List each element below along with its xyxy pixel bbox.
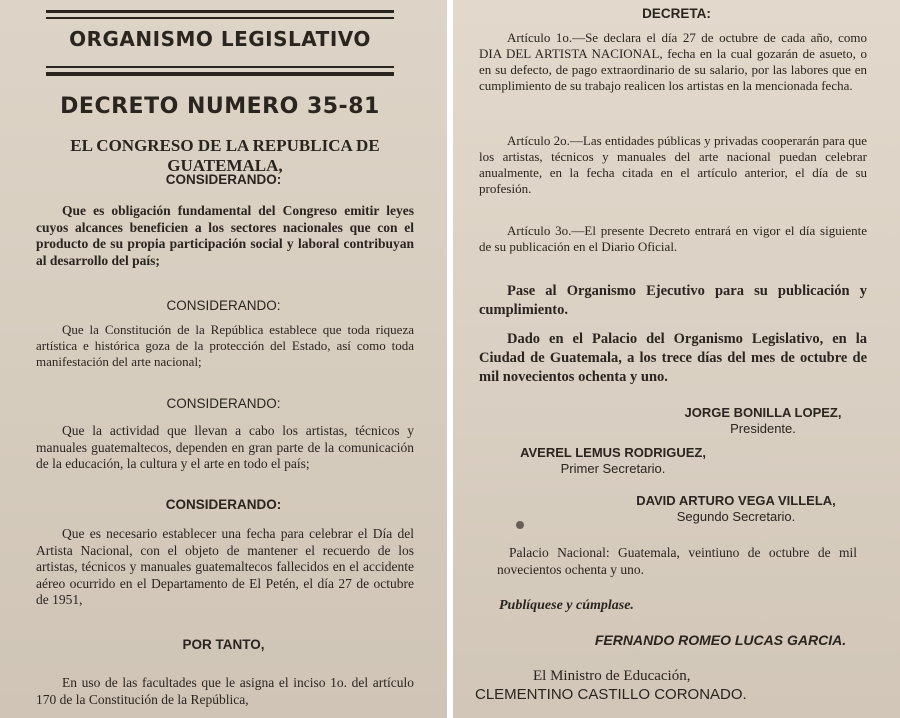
top-rule-thin [46, 17, 394, 19]
top-rule [46, 10, 394, 13]
left-page [0, 0, 447, 718]
bottom-rule [46, 72, 394, 76]
pase-paragraph: Pase al Organismo Ejecutivo para su publicación y cumplimiento. [479, 283, 867, 318]
considerando-heading-3: CONSIDERANDO: [166, 396, 281, 411]
decreta-heading: DECRETA: [642, 6, 711, 21]
decree-number: DECRETO NUMERO 35-81 [60, 94, 380, 119]
palacio-line: Palacio Nacional: Guatemala, veintiuno de octubre de mil novecientos ochenta y uno. [497, 545, 857, 577]
publiquese-line: Publíquese y cúmplase. [499, 598, 634, 613]
signature-role: Presidente. [730, 421, 796, 436]
signature-second-secretary [601, 493, 871, 525]
considerando-paragraph-2: Que la Constitución de la República establece que toda riqueza artística e histórica goza de la protección del Estado, así como toda manifestación del arte nacional; [36, 322, 414, 369]
signature-role: Segundo Secretario. [676, 509, 796, 524]
signature-name: JORGE BONILLA LOPEZ, [684, 405, 842, 420]
por-tanto-heading: POR TANTO, [182, 637, 265, 652]
signature-name: DAVID ARTURO VEGA VILLELA, [636, 493, 836, 508]
minister-title: El Ministro de Educación, [533, 668, 691, 684]
bottom-rule-thin [46, 66, 394, 68]
articulo-1: Artículo 1o.—Se declara el día 27 de octubre de cada año, como DIA DEL ARTISTA NACIONAL, fecha en la cual gozarán de asueto, o en su defecto, de pago extraordinario de su salario, por las labores que en cumplimiento de su trabajo realicen los artistas en la mencionada fecha. [479, 30, 867, 93]
congress-heading: EL CONGRESO DE LA REPUBLICA DE GUATEMALA, [70, 136, 380, 175]
articulo-2: Artículo 2o.—Las entidades públicas y privadas cooperarán para que los artistas, técnicos y manuales del arte nacional puedan celebrar anualmente, en la fecha citada en el artículo anterior, el día de su profesión. [479, 133, 867, 196]
president-name: FERNANDO ROMEO LUCAS GARCIA. [594, 632, 847, 648]
signature-president-congress [653, 405, 873, 437]
articulo-3: Artículo 3o.—El presente Decreto entrará en vigor el día siguiente de su publicación en el Diario Oficial. [479, 223, 867, 254]
right-page [453, 0, 900, 718]
minister-name: CLEMENTINO CASTILLO CORONADO. [475, 686, 747, 703]
por-tanto-paragraph: En uso de las facultades que le asigna el inciso 1o. del artículo 170 de la Constitución de la República, [36, 675, 414, 707]
masthead-title: ORGANISMO LEGISLATIVO [69, 27, 371, 51]
signature-name: AVEREL LEMUS RODRIGUEZ, [520, 445, 706, 460]
considerando-paragraph-4: Que es necesario establecer una fecha para celebrar el Día del Artista Nacional, con el objeto de mantener el recuerdo de los artistas, técnicos y manuales guatemaltecos fallecidos en el accidente aéreo ocurrido en el Departamento de El Petén, el día 27 de octubre de 1951, [36, 526, 414, 607]
dado-paragraph: Dado en el Palacio del Organismo Legislativo, en la Ciudad de Guatemala, a los trece días del mes de octubre de mil novecientos ochenta y uno. [479, 331, 867, 385]
ink-spot [516, 521, 524, 529]
considerando-heading-1: CONSIDERANDO: [165, 172, 282, 187]
considerando-heading-4: CONSIDERANDO: [165, 497, 282, 512]
considerando-heading-2: CONSIDERANDO: [166, 298, 281, 313]
considerando-paragraph-1: Que es obligación fundamental del Congreso emitir leyes cuyos alcances beneficien a los sectores nacionales que con el producto de su propia participación social y laboral contribuyan al desarrollo del país; [36, 203, 414, 268]
considerando-paragraph-3: Que la actividad que llevan a cabo los artistas, técnicos y manuales guatemaltecos, dependen en gran parte de la comunicación de la educación, la cultura y el arte en todo el país; [36, 423, 414, 471]
signature-role: Primer Secretario. [560, 461, 666, 476]
signature-first-secretary [493, 445, 733, 477]
